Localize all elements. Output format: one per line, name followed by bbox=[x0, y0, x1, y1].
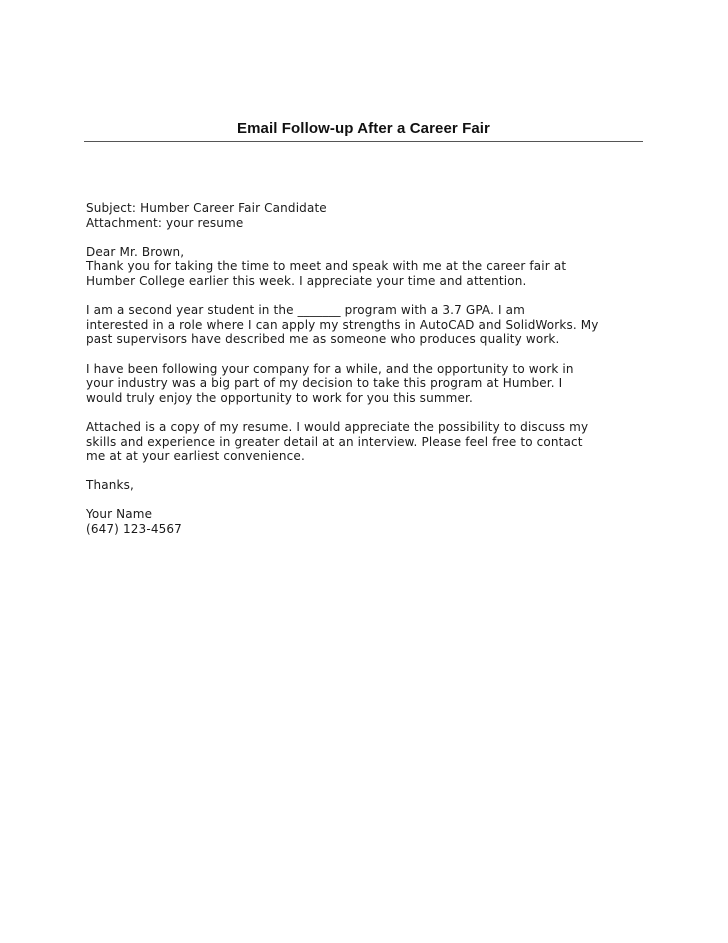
paragraph-2 bbox=[86, 303, 646, 347]
email-header bbox=[86, 201, 646, 230]
letter-body bbox=[86, 201, 646, 537]
signature-block bbox=[86, 507, 646, 536]
document-title: Email Follow-up After a Career Fair bbox=[237, 120, 490, 137]
signature-name: Your Name bbox=[86, 507, 153, 522]
closing-block bbox=[86, 478, 646, 493]
paragraph-2-line-1: I am a second year student in the _______ program with a 3.7 GPA. I am bbox=[86, 303, 526, 318]
letter-opening bbox=[86, 245, 646, 289]
paragraph-4 bbox=[86, 420, 646, 464]
paragraph-1-line-1: Thank you for taking the time to meet and speak with me at the career fair at bbox=[86, 259, 567, 274]
paragraph-3-line-1: I have been following your company for a while, and the opportunity to work in bbox=[86, 361, 574, 376]
paragraph-2-line-3: past supervisors have described me as someone who produces quality work. bbox=[86, 332, 560, 347]
paragraph-3 bbox=[86, 362, 646, 406]
subject-line: Subject: Humber Career Fair Candidate bbox=[86, 201, 327, 215]
paragraph-3-line-2: your industry was a big part of my decision to take this program at Humber. I bbox=[86, 376, 563, 391]
greeting: Dear Mr. Brown, bbox=[86, 244, 185, 259]
paragraph-4-line-1: Attached is a copy of my resume. I would appreciate the possibility to discuss my bbox=[86, 419, 589, 434]
paragraph-3-line-3: would truly enjoy the opportunity to work for you this summer. bbox=[86, 390, 474, 405]
signature-phone: (647) 123-4567 bbox=[86, 522, 182, 537]
paragraph-4-line-2: skills and experience in greater detail at an interview. Please feel free to contact bbox=[86, 434, 583, 449]
attachment-line: Attachment: your resume bbox=[86, 215, 244, 230]
paragraph-2-line-2: interested in a role where I can apply my strengths in AutoCAD and SolidWorks. My bbox=[86, 317, 599, 332]
paragraph-4-line-3: me at at your earliest convenience. bbox=[86, 449, 305, 464]
closing: Thanks, bbox=[86, 478, 134, 493]
title-divider bbox=[84, 141, 643, 142]
paragraph-1-line-2: Humber College earlier this week. I appreciate your time and attention. bbox=[86, 273, 527, 288]
